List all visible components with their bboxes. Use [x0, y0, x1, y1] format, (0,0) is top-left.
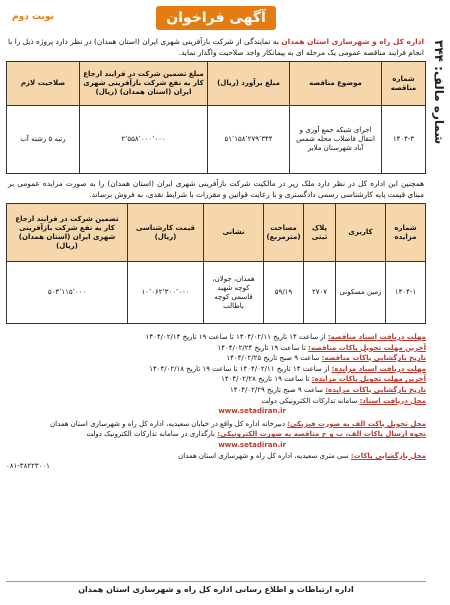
th-tender-qualification: صلاحیت لازم — [7, 62, 80, 106]
open-label: محل بازگشایی پاکات: — [350, 451, 426, 460]
th-auction-number: شماره مزایده — [386, 204, 426, 262]
tender-table — [6, 61, 426, 174]
side-strip — [428, 0, 450, 605]
th-auction-area: مساحت (مترمربع) — [264, 204, 304, 262]
date-text: تا ساعت ۱۹ تاریخ ۱۴۰۴/۰۲/۲۴ — [217, 343, 309, 352]
intro-text: به نمایندگی از شرکت بازآفرینی شهری ایران (استان همدان) در نظر دارد پروژه ذیل را با انجام فرایند مناقصه عمومی یک مرحله ای به پیمانکار واجد صلاحیت واگذار نماید. — [8, 37, 424, 57]
send-text: بارگذاری در سامانه تدارکات الکترونیک دولت — [86, 430, 218, 439]
th-auction-address: نشانی — [204, 204, 264, 262]
td-tender-number: ۱۴۰۴-۳ — [382, 106, 426, 174]
th-auction-plot: پلاک ثبتی — [304, 204, 336, 262]
auction-paragraph: همچنین این اداره کل در نظر دارد ملک زیر در مالکیت شرکت بازآفرینی شهری ایران (استان همدان) را به صورت مزایده عمومی بر مبنای قیمت پایه کارشناسی رسمی دادگستری و با رعایت قوانین و مقررات با شرایط نقدی، به فروش برساند. — [8, 179, 424, 199]
auction-table — [6, 203, 426, 324]
td-auction-use: زمین مسکونی — [336, 262, 386, 324]
th-auction-guarantee: تضمین شرکت در فرایند ارجاع کار به نفع شرکت بازآفرینی شهری ایران (استان همدان) (ریال) — [7, 204, 128, 262]
list-item — [6, 343, 426, 354]
date-label: تاریخ بازگشایی پاکات مزایده: — [325, 385, 426, 394]
phone-number: ۰۸۱-۳۸۲۲۳۰۰۱ — [6, 462, 50, 471]
date-text: سامانه تدارکات الکترونیکی دولت — [261, 396, 360, 405]
list-item — [6, 385, 426, 396]
table-row — [7, 106, 426, 174]
delivery-label: محل تحویل پاکت الف به صورت فیزیکی: — [287, 419, 426, 428]
side-label: شماره مالف: ۳۴۴ — [432, 40, 446, 145]
td-auction-guarantee: ۵۰۳٬۱۱۵٬۰۰۰ — [7, 262, 128, 324]
date-text: ساعت ۹ صبح تاریخ ۱۴۰۴/۰۲/۲۹ — [229, 385, 326, 394]
date-text: تا ساعت ۱۹ تاریخ ۱۴۰۴/۰۲/۲۸ — [221, 375, 312, 384]
site-link-2[interactable]: www.setadiran.ir — [218, 440, 286, 449]
date-label: تاریخ بازگشایی پاکات مناقصه: — [321, 354, 426, 363]
info-block — [6, 419, 426, 472]
notice-header — [6, 4, 426, 34]
th-auction-price: قیمت کارشناسی (ریال) — [128, 204, 204, 262]
round-label: نوبت دوم — [12, 12, 54, 22]
list-item — [6, 374, 426, 385]
date-label: مهلت دریافت اسناد مناقصه: — [327, 333, 426, 341]
date-text: ساعت ۹ صبح تاریخ ۱۴۰۴/۰۲/۲۵ — [226, 354, 322, 363]
td-tender-guarantee: ۲٬۵۵۸٬۰۰۰٬۰۰۰ — [80, 106, 208, 174]
delivery-text: دبیرخانه اداره کل واقع در خیابان سعیدیه، اداره کل راه و شهرسازی استان همدان — [49, 419, 288, 428]
date-text: از ساعت ۱۴ تاریخ ۱۴۰۴/۰۲/۱۱ تا ساعت ۱۹ تاریخ ۱۴۰۴/۰۲/۱۸ — [149, 364, 332, 373]
th-auction-use: کاربری — [336, 204, 386, 262]
td-tender-estimate: ۵۱٬۱۵۸٬۲۷۹٬۳۴۴ — [208, 106, 290, 174]
list-item — [6, 353, 426, 364]
td-auction-plot: ۲۷۰۷ — [304, 262, 336, 324]
td-auction-address: همدان، جولان، کوچه شهید قاسمی کوچه باطالب — [204, 262, 264, 324]
date-label: آخرین مهلت تحویل پاکات مزایده: — [311, 375, 426, 384]
td-tender-subject: اجرای شبکه جمع آوری و انتقال فاضلاب محله شمس آباد شهرستان ملایر — [290, 106, 382, 174]
delivery-line — [6, 419, 426, 430]
date-text: از ساعت ۱۴ تاریخ ۱۴۰۴/۰۲/۱۱ تا ساعت ۱۹ تاریخ ۱۴۰۴/۰۲/۱۴ — [145, 333, 328, 341]
td-auction-area: ۵۹/۱۹ — [264, 262, 304, 324]
open-line — [6, 451, 426, 462]
site-link[interactable]: www.setadiran.ir — [218, 407, 286, 416]
send-line — [6, 429, 426, 440]
list-item — [6, 364, 426, 375]
list-item — [6, 396, 426, 407]
open-text: سی متری سعیدیه، اداره کل راه و شهرسازی استان همدان — [178, 451, 351, 460]
notice-title: آگهی فراخوان — [156, 6, 276, 30]
notice-footer: اداره ارتباطات و اطلاع رسانی اداره کل راه و شهرسازی استان همدان — [6, 581, 426, 599]
tender-header-row — [7, 62, 426, 106]
list-item — [6, 332, 426, 343]
send-label: نحوه ارسال پاکات الف، ب و ج مناقصه به صورت الکترونیکی: — [217, 430, 426, 439]
th-tender-guarantee: مبلغ تضمین شرکت در فرایند ارجاع کار به نفع شرکت بازآفرینی شهری ایران (استان همدان) (ریال) — [80, 62, 208, 106]
date-label: آخرین مهلت تحویل پاکات مناقصه: — [308, 343, 426, 352]
date-label: محل دریافت اسناد: — [359, 396, 426, 405]
date-label: مهلت دریافت اسناد مزایده: — [331, 364, 426, 373]
auction-header-row — [7, 204, 426, 262]
notice-content — [6, 0, 426, 605]
th-tender-subject: موضوع مناقصه — [290, 62, 382, 106]
table-row — [7, 262, 426, 324]
th-tender-estimate: مبلغ برآورد (ریال) — [208, 62, 290, 106]
intro-paragraph — [6, 34, 426, 61]
td-auction-price: ۱۰٬۰۶۲٬۳۰۰٬۰۰۰ — [128, 262, 204, 324]
dates-list — [6, 332, 426, 417]
th-tender-number: شماره مناقصه — [382, 62, 426, 106]
td-tender-qualification: رتبه ۵ رشته آب — [7, 106, 80, 174]
td-auction-number: ۱۴۰۴-۱ — [386, 262, 426, 324]
intro-org: اداره کل راه و شهرسازی استان همدان — [281, 37, 424, 46]
